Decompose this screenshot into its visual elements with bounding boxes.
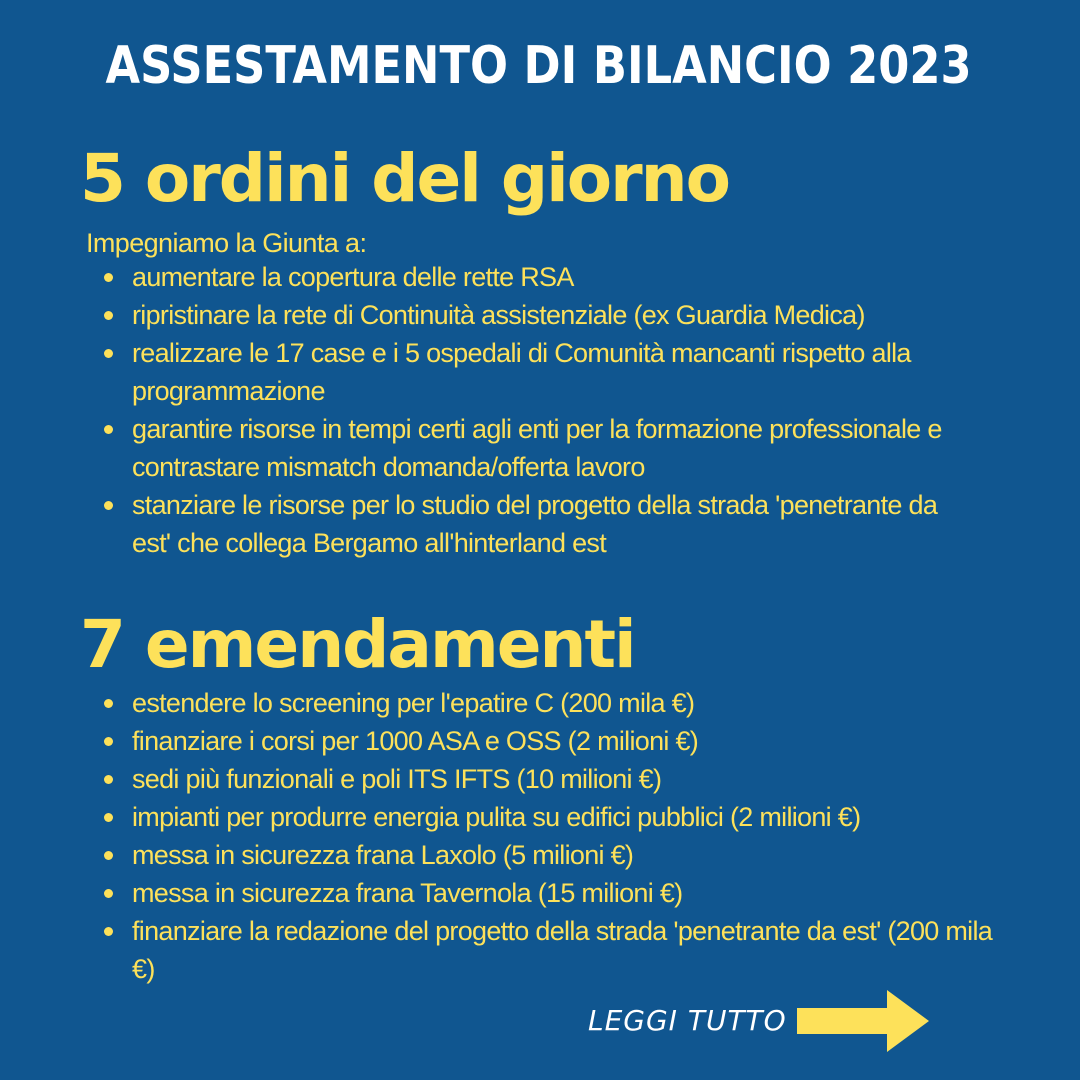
list-item: garantire risorse in tempi certi agli enti per la formazione professionale e contrastare mismatch domanda/offerta lavoro (100, 410, 1012, 486)
odg-heading: 5 ordini del giorno (80, 140, 729, 217)
list-item: sedi più funzionali e poli ITS IFTS (10 milioni €) (100, 760, 1050, 798)
read-more-label: LEGGI TUTTO (588, 1004, 787, 1037)
list-item: stanziare le risorse per lo studio del progetto della strada 'penetrante da est' che collega Bergamo all'hinterland est (100, 486, 952, 562)
list-item: estendere lo screening per l'epatire C (200 mila €) (100, 684, 1050, 722)
main-title: ASSESTAMENTO DI BILANCIO 2023 (105, 36, 972, 96)
emendamenti-heading: 7 emendamenti (80, 606, 635, 683)
list-item: messa in sicurezza frana Laxolo (5 milioni €) (100, 836, 1050, 874)
list-item: ripristinare la rete di Continuità assistenziale (ex Guardia Medica) (100, 296, 1050, 334)
list-item: impianti per produrre energia pulita su edifici pubblici (2 milioni €) (100, 798, 1050, 836)
list-item: aumentare la copertura delle rette RSA (100, 258, 1050, 296)
list-item: finanziare la redazione del progetto della strada 'penetrante da est' (200 mila €) (100, 912, 1012, 988)
odg-list (100, 258, 1050, 562)
emendamenti-list (100, 684, 1050, 988)
read-more-link[interactable] (588, 990, 929, 1052)
list-item: realizzare le 17 case e i 5 ospedali di Comunità mancanti rispetto alla programmazione (100, 334, 1012, 410)
list-item: finanziare i corsi per 1000 ASA e OSS (2 milioni €) (100, 722, 1050, 760)
odg-intro: Impegniamo la Giunta a: (86, 228, 367, 258)
arrow-right-icon (797, 990, 929, 1052)
list-item: messa in sicurezza frana Tavernola (15 milioni €) (100, 874, 1050, 912)
